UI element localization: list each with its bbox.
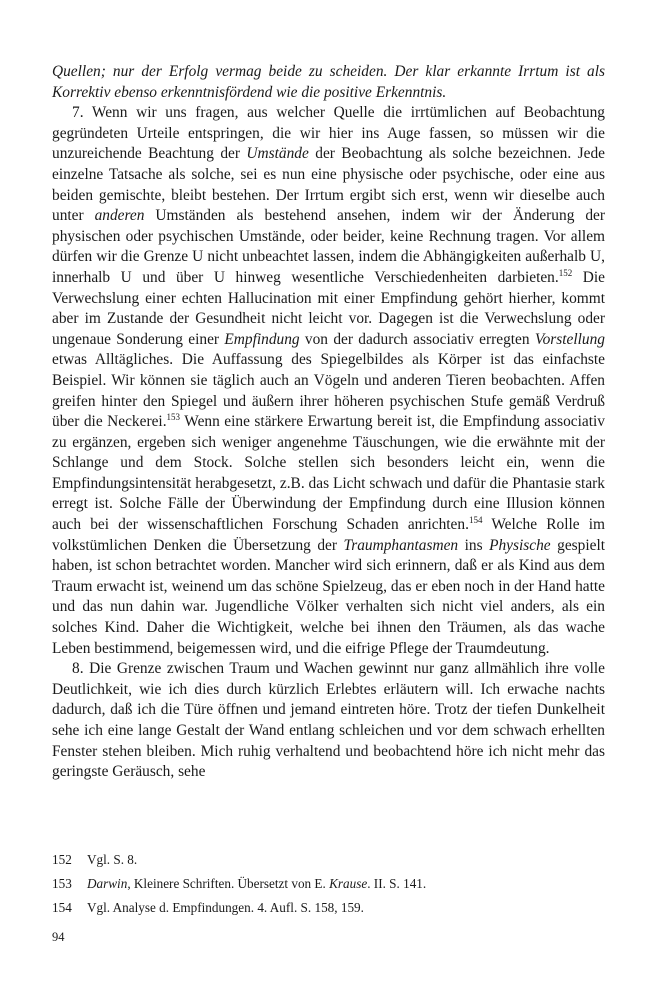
body-text (52, 62, 605, 783)
footnote-text (87, 896, 364, 920)
text-run: . II. S. 141. (367, 876, 427, 891)
text-run: Quellen; nur der Erfolg vermag beide zu scheiden. Der klar erkannte Irrtum ist als Korrektiv ebenso erkenntnisfördend wie die positive Erkenntnis. (52, 63, 605, 101)
text-run: Umständen als bestehend ansehen, indem wir der Änderung der physischen oder psychischen Umstände, oder beider, keine Rechnung tragen. Vor allem dürfen wir die Grenze U nicht unbeachtet lassen, indem die Abhängigkeiten außerhalb U, innerhalb U und über U hinweg wesentliche Verschiedenheiten darbieten. (52, 207, 605, 286)
emphasized-text: Vorstellung (534, 330, 605, 348)
text-run: von der dadurch associativ erregten (299, 330, 535, 348)
emphasized-text: Umstände (246, 145, 309, 163)
emphasized-text: Empfindung (224, 330, 300, 348)
footnote-153 (52, 872, 605, 896)
footnote-number: 154 (52, 900, 72, 915)
text-run: Die Verwechslung einer echten Hallucination mit einer Empfindung gehört hierher, kommt aber im Zustande der Gesundheit nicht leicht vor. Dagegen ist die Verwechslung oder ungenaue Sonderung einer (52, 268, 605, 348)
footnote-reference: 154 (468, 515, 483, 526)
text-run: etwas Alltägliches. Die Auffassung des Spiegelbildes als Körper ist das einfachste Beispiel. Wir können sie täglich auch an Vögeln und anderen Tieren beobachten. Affen greifen hinter den Spiegel und äußern ihrer höheren psychischen Stufe gemäß Verdruß über die Neckerei. (52, 351, 605, 431)
text-run: gespielt haben, ist schon betrachtet worden. Mancher wird sich erinnern, daß er als Kind aus dem Traum erwacht ist, weinend um das schöne Spielzeug, das er eben noch in der Hand hatte und das nun dahin war. Jugendliche Völker verhalten sich nicht viel anders, als ein solches Kind. Daher die Wichtigkeit, welche bei ihnen den Träumen, als das wache Leben bestimmend, beigemessen wird, und die eifrige Pflege der Traumdeutung. (52, 536, 605, 657)
paragraph-7 (52, 103, 605, 659)
footnotes (52, 848, 605, 920)
footnote-154 (52, 896, 605, 920)
emphasized-text: Physische (489, 536, 551, 554)
text-run: Welche Rolle im volkstümlichen Denken die Übersetzung der (52, 516, 605, 554)
paragraph-continuation (52, 62, 605, 103)
text-run: Vgl. Analyse d. Empfindungen. 4. Aufl. S. 158, 159. (87, 900, 364, 915)
text-run: ins (458, 536, 490, 554)
text-run: 8. Die Grenze zwischen Traum und Wachen gewinnt nur ganz allmählich ihre volle Deutlichkeit, wie ich dies durch kürzlich Erlebtes erläutern will. Ich erwache nachts dadurch, daß ich die Türe öffnen und jemand eintreten höre. Trotz der tiefen Dunkelheit sehe ich eine lange Gestalt der Wand entlang schleichen und vor dem schwach erhellten Fenster stehen bleiben. Mich ruhig verhaltend und beobachtend höre ich nicht mehr das geringste Geräusch, sehe (52, 660, 605, 781)
text-run: der Beobachtung als solche bezeichnen. Jede einzelne Tatsache als solche, sei es nun eine physische oder psychische, oder eine aus beiden gemischte, bleibt bestehen. Der Irrtum ergibt sich erst, wenn wir dieselbe auch unter (52, 145, 605, 225)
footnote-number: 153 (52, 876, 72, 891)
emphasized-text: Darwin (87, 876, 128, 891)
text-run: 7. Wenn wir uns fragen, aus welcher Quelle die irrtümlichen auf Beobachtung gegründeten Urteile entspringen, die wir hier ins Auge fassen, so müssen wir die unzureichende Beachtung der (52, 104, 605, 163)
footnote-152 (52, 848, 605, 872)
footnote-reference: 153 (166, 412, 181, 423)
emphasized-text: Traumphantasmen (343, 536, 459, 554)
paragraph-8 (52, 659, 605, 783)
footnote-number: 152 (52, 852, 72, 867)
text-run: Vgl. S. 8. (87, 852, 138, 867)
emphasized-text: Krause (329, 876, 368, 891)
text-run: Wenn eine stärkere Erwartung bereit ist, die Empfindung associativ zu ergänzen, ergeben sich weniger angenehme Täuschungen, wie die erwähnte mit der Schlange und dem Stock. Solche stellen sich besonders leicht ein, wenn die Empfindungsintensität herabgesetzt, z.B. das Licht schwach und dafür die Phantasie stark erregt ist. Solche Fälle der Überwindung der Empfindung durch eine Illusion können auch bei der wissenschaftlichen Forschung Schaden anrichten. (52, 413, 605, 534)
footnote-text (87, 848, 137, 872)
text-run: , Kleinere Schriften. Übersetzt von E. (127, 876, 330, 891)
footnote-reference: 152 (558, 267, 573, 278)
page-number: 94 (52, 930, 65, 944)
emphasized-text: anderen (94, 207, 145, 225)
footnote-text (87, 872, 426, 896)
